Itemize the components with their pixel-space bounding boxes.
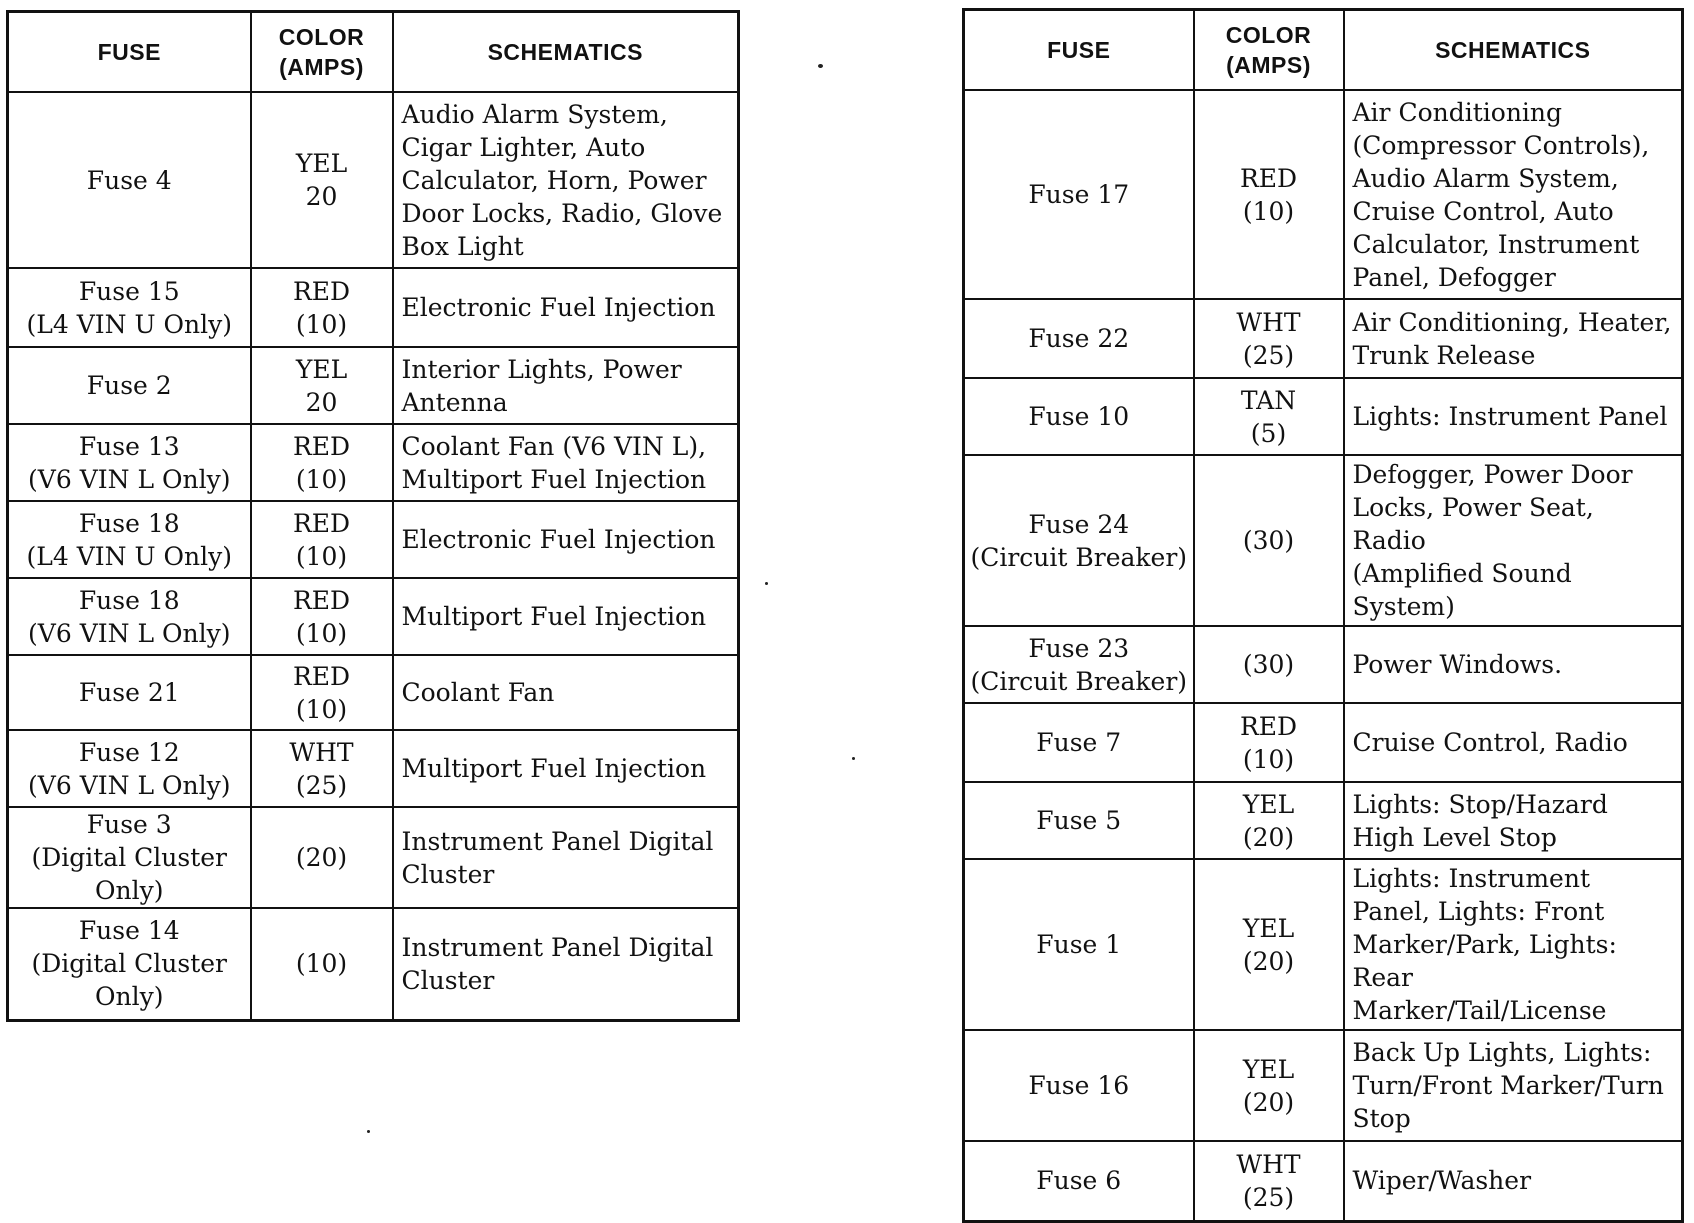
color-amps-cell: TAN (5) — [1194, 378, 1344, 455]
table-row — [8, 268, 739, 347]
table-row — [964, 1030, 1683, 1141]
color-amps-cell: WHT (25) — [1194, 299, 1344, 378]
header-color-amps: COLOR (AMPS) — [251, 12, 393, 93]
color-amps-cell: YEL (20) — [1194, 1030, 1344, 1141]
color-amps-cell: (20) — [251, 807, 393, 908]
fuse-cell: Fuse 10 — [964, 378, 1194, 455]
color-amps-cell: YEL (20) — [1194, 782, 1344, 859]
table-header-row — [964, 10, 1683, 91]
fuse-cell: Fuse 16 — [964, 1030, 1194, 1141]
color-amps-cell: RED (10) — [251, 501, 393, 578]
schematics-cell: Lights: Instrument Panel — [1344, 378, 1683, 455]
schematics-cell: Coolant Fan (V6 VIN L), Multiport Fuel Injection — [393, 424, 739, 501]
table-row — [964, 299, 1683, 378]
schematics-cell: Electronic Fuel Injection — [393, 268, 739, 347]
table-row — [8, 92, 739, 268]
header-fuse: FUSE — [8, 12, 251, 93]
color-amps-cell: YEL 20 — [251, 347, 393, 424]
color-amps-cell: WHT (25) — [251, 730, 393, 807]
color-amps-cell: RED (10) — [251, 655, 393, 730]
scan-speck — [852, 757, 855, 760]
header-schematics: SCHEMATICS — [393, 12, 739, 93]
fuse-table-right — [962, 8, 1684, 1223]
table-row — [964, 626, 1683, 703]
fuse-table-left — [6, 10, 740, 1022]
table-row — [964, 378, 1683, 455]
schematics-cell: Air Conditioning (Compressor Controls), Audio Alarm System, Cruise Control, Auto Calculator, Instrument Panel, Defogger — [1344, 90, 1683, 299]
color-amps-cell: YEL (20) — [1194, 859, 1344, 1030]
color-amps-cell: RED (10) — [251, 424, 393, 501]
fuse-cell: Fuse 2 — [8, 347, 251, 424]
color-amps-cell: RED (10) — [251, 268, 393, 347]
schematics-cell: Electronic Fuel Injection — [393, 501, 739, 578]
schematics-cell: Air Conditioning, Heater, Trunk Release — [1344, 299, 1683, 378]
scan-speck — [818, 64, 823, 68]
header-color-amps: COLOR (AMPS) — [1194, 10, 1344, 91]
scan-speck — [367, 1130, 370, 1133]
schematics-cell: Interior Lights, Power Antenna — [393, 347, 739, 424]
fuse-cell: Fuse 1 — [964, 859, 1194, 1030]
schematics-cell: Wiper/Washer — [1344, 1141, 1683, 1221]
table-header-row — [8, 12, 739, 93]
fuse-cell: Fuse 5 — [964, 782, 1194, 859]
color-amps-cell: (30) — [1194, 455, 1344, 626]
table-row — [8, 501, 739, 578]
table-row — [8, 908, 739, 1020]
schematics-cell: Multiport Fuel Injection — [393, 730, 739, 807]
fuse-cell: Fuse 23 (Circuit Breaker) — [964, 626, 1194, 703]
schematics-cell: Lights: Instrument Panel, Lights: Front Marker/Park, Lights: Rear Marker/Tail/License — [1344, 859, 1683, 1030]
schematics-cell: Audio Alarm System, Cigar Lighter, Auto Calculator, Horn, Power Door Locks, Radio, Glove Box Light — [393, 92, 739, 268]
schematics-cell: Instrument Panel Digital Cluster — [393, 807, 739, 908]
schematics-cell: Instrument Panel Digital Cluster — [393, 908, 739, 1020]
table-row — [8, 655, 739, 730]
color-amps-cell: RED (10) — [251, 578, 393, 655]
fuse-cell: Fuse 17 — [964, 90, 1194, 299]
table-row — [8, 424, 739, 501]
fuse-cell: Fuse 15 (L4 VIN U Only) — [8, 268, 251, 347]
header-fuse: FUSE — [964, 10, 1194, 91]
fuse-cell: Fuse 4 — [8, 92, 251, 268]
table-row — [964, 90, 1683, 299]
color-amps-cell: RED (10) — [1194, 703, 1344, 782]
table-row — [964, 703, 1683, 782]
fuse-cell: Fuse 3 (Digital Cluster Only) — [8, 807, 251, 908]
table-row — [964, 859, 1683, 1030]
table-row — [8, 347, 739, 424]
fuse-cell: Fuse 13 (V6 VIN L Only) — [8, 424, 251, 501]
schematics-cell: Defogger, Power Door Locks, Power Seat, Radio (Amplified Sound System) — [1344, 455, 1683, 626]
table-row — [964, 782, 1683, 859]
schematics-cell: Cruise Control, Radio — [1344, 703, 1683, 782]
fuse-cell: Fuse 12 (V6 VIN L Only) — [8, 730, 251, 807]
schematics-cell: Back Up Lights, Lights: Turn/Front Marker/Turn Stop — [1344, 1030, 1683, 1141]
color-amps-cell: YEL 20 — [251, 92, 393, 268]
fuse-cell: Fuse 22 — [964, 299, 1194, 378]
table-body-left — [8, 92, 739, 1020]
schematics-cell: Power Windows. — [1344, 626, 1683, 703]
scan-speck — [765, 582, 768, 585]
table-row — [964, 1141, 1683, 1221]
header-schematics: SCHEMATICS — [1344, 10, 1683, 91]
color-amps-cell: RED (10) — [1194, 90, 1344, 299]
schematics-cell: Coolant Fan — [393, 655, 739, 730]
fuse-cell: Fuse 14 (Digital Cluster Only) — [8, 908, 251, 1020]
fuse-cell: Fuse 7 — [964, 703, 1194, 782]
table-row — [8, 730, 739, 807]
fuse-cell: Fuse 18 (V6 VIN L Only) — [8, 578, 251, 655]
color-amps-cell: WHT (25) — [1194, 1141, 1344, 1221]
schematics-cell: Lights: Stop/Hazard High Level Stop — [1344, 782, 1683, 859]
fuse-cell: Fuse 18 (L4 VIN U Only) — [8, 501, 251, 578]
fuse-cell: Fuse 6 — [964, 1141, 1194, 1221]
fuse-cell: Fuse 24 (Circuit Breaker) — [964, 455, 1194, 626]
color-amps-cell: (10) — [251, 908, 393, 1020]
table-row — [8, 578, 739, 655]
table-row — [964, 455, 1683, 626]
table-body-right — [964, 90, 1683, 1221]
table-row — [8, 807, 739, 908]
schematics-cell: Multiport Fuel Injection — [393, 578, 739, 655]
fuse-cell: Fuse 21 — [8, 655, 251, 730]
color-amps-cell: (30) — [1194, 626, 1344, 703]
